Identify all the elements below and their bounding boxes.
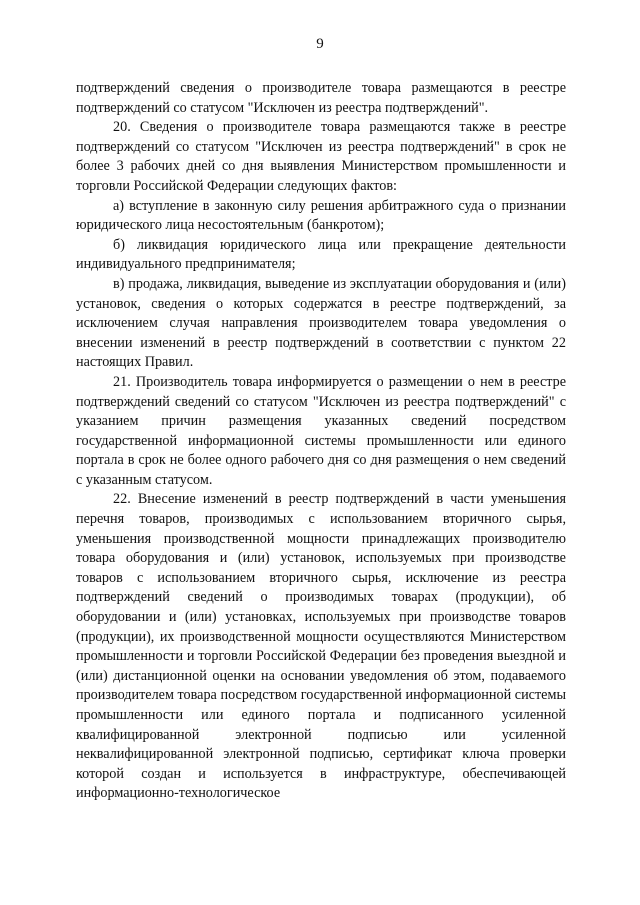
paragraph-item-20b: б) ликвидация юридического лица или прекращение деятельности индивидуального предпринимателя;: [76, 236, 566, 273]
paragraph-continuation: подтверждений сведения о производителе товара размещаются в реестре подтверждений со статусом "Исключен из реестра подтверждений".: [76, 80, 566, 116]
document-body: [76, 79, 566, 804]
paragraph-item-20v: в) продажа, ликвидация, выведение из эксплуатации оборудования и (или) установок, сведения о которых содержатся в реестре подтверждений, за исключением случая направления производителем товара уведомления о внесении изменений в реестр подтверждений в соответствии с пунктом 22 настоящих Правил.: [76, 275, 566, 371]
page-number: 9: [316, 36, 324, 52]
paragraph-item-22: 22. Внесение изменений в реестр подтверждений в части уменьшения перечня товаров, производимых с использованием вторичного сырья, уменьшения производственной мощности принадлежащих производителю товара оборудования и (или) установок, используемых при производстве товаров с использованием вторичного сырья, исключение из реестра подтверждений сведений о производимых товарах (продукции), об оборудовании и (или) установках, используемых при производстве товаров (продукции), их производственной мощности осуществляются Министерством промышленности и торговли Российской Федерации без проведения выездной и (или) дистанционной оценки на основании уведомления об этом, подаваемого производителем товара посредством государственной информационной системы промышленности или единого портала и подписанного усиленной квалифицированной электронной подписью или усиленной неквалифицированной электронной подписью, сертификат ключа проверки которой создан и используется в инфраструктуре, обеспечивающей информационно-технологическое: [76, 491, 566, 802]
paragraph-item-20a: а) вступление в законную силу решения арбитражного суда о признании юридического лица несостоятельным (банкротом);: [76, 197, 566, 234]
paragraph-item-20: 20. Сведения о производителе товара размещаются также в реестре подтверждений со статусом "Исключен из реестра подтверждений" в срок не более 3 рабочих дней со дня выявления Министерством промышленности и торговли Российской Федерации следующих фактов:: [76, 119, 566, 194]
paragraph-item-21: 21. Производитель товара информируется о размещении о нем в реестре подтверждений сведений со статусом "Исключен из реестра подтверждений" с указанием причин размещения указанных сведений посредством государственной информационной системы промышленности или единого портала в срок не более одного рабочего дня со дня размещения о нем сведений с указанным статусом.: [76, 373, 566, 488]
